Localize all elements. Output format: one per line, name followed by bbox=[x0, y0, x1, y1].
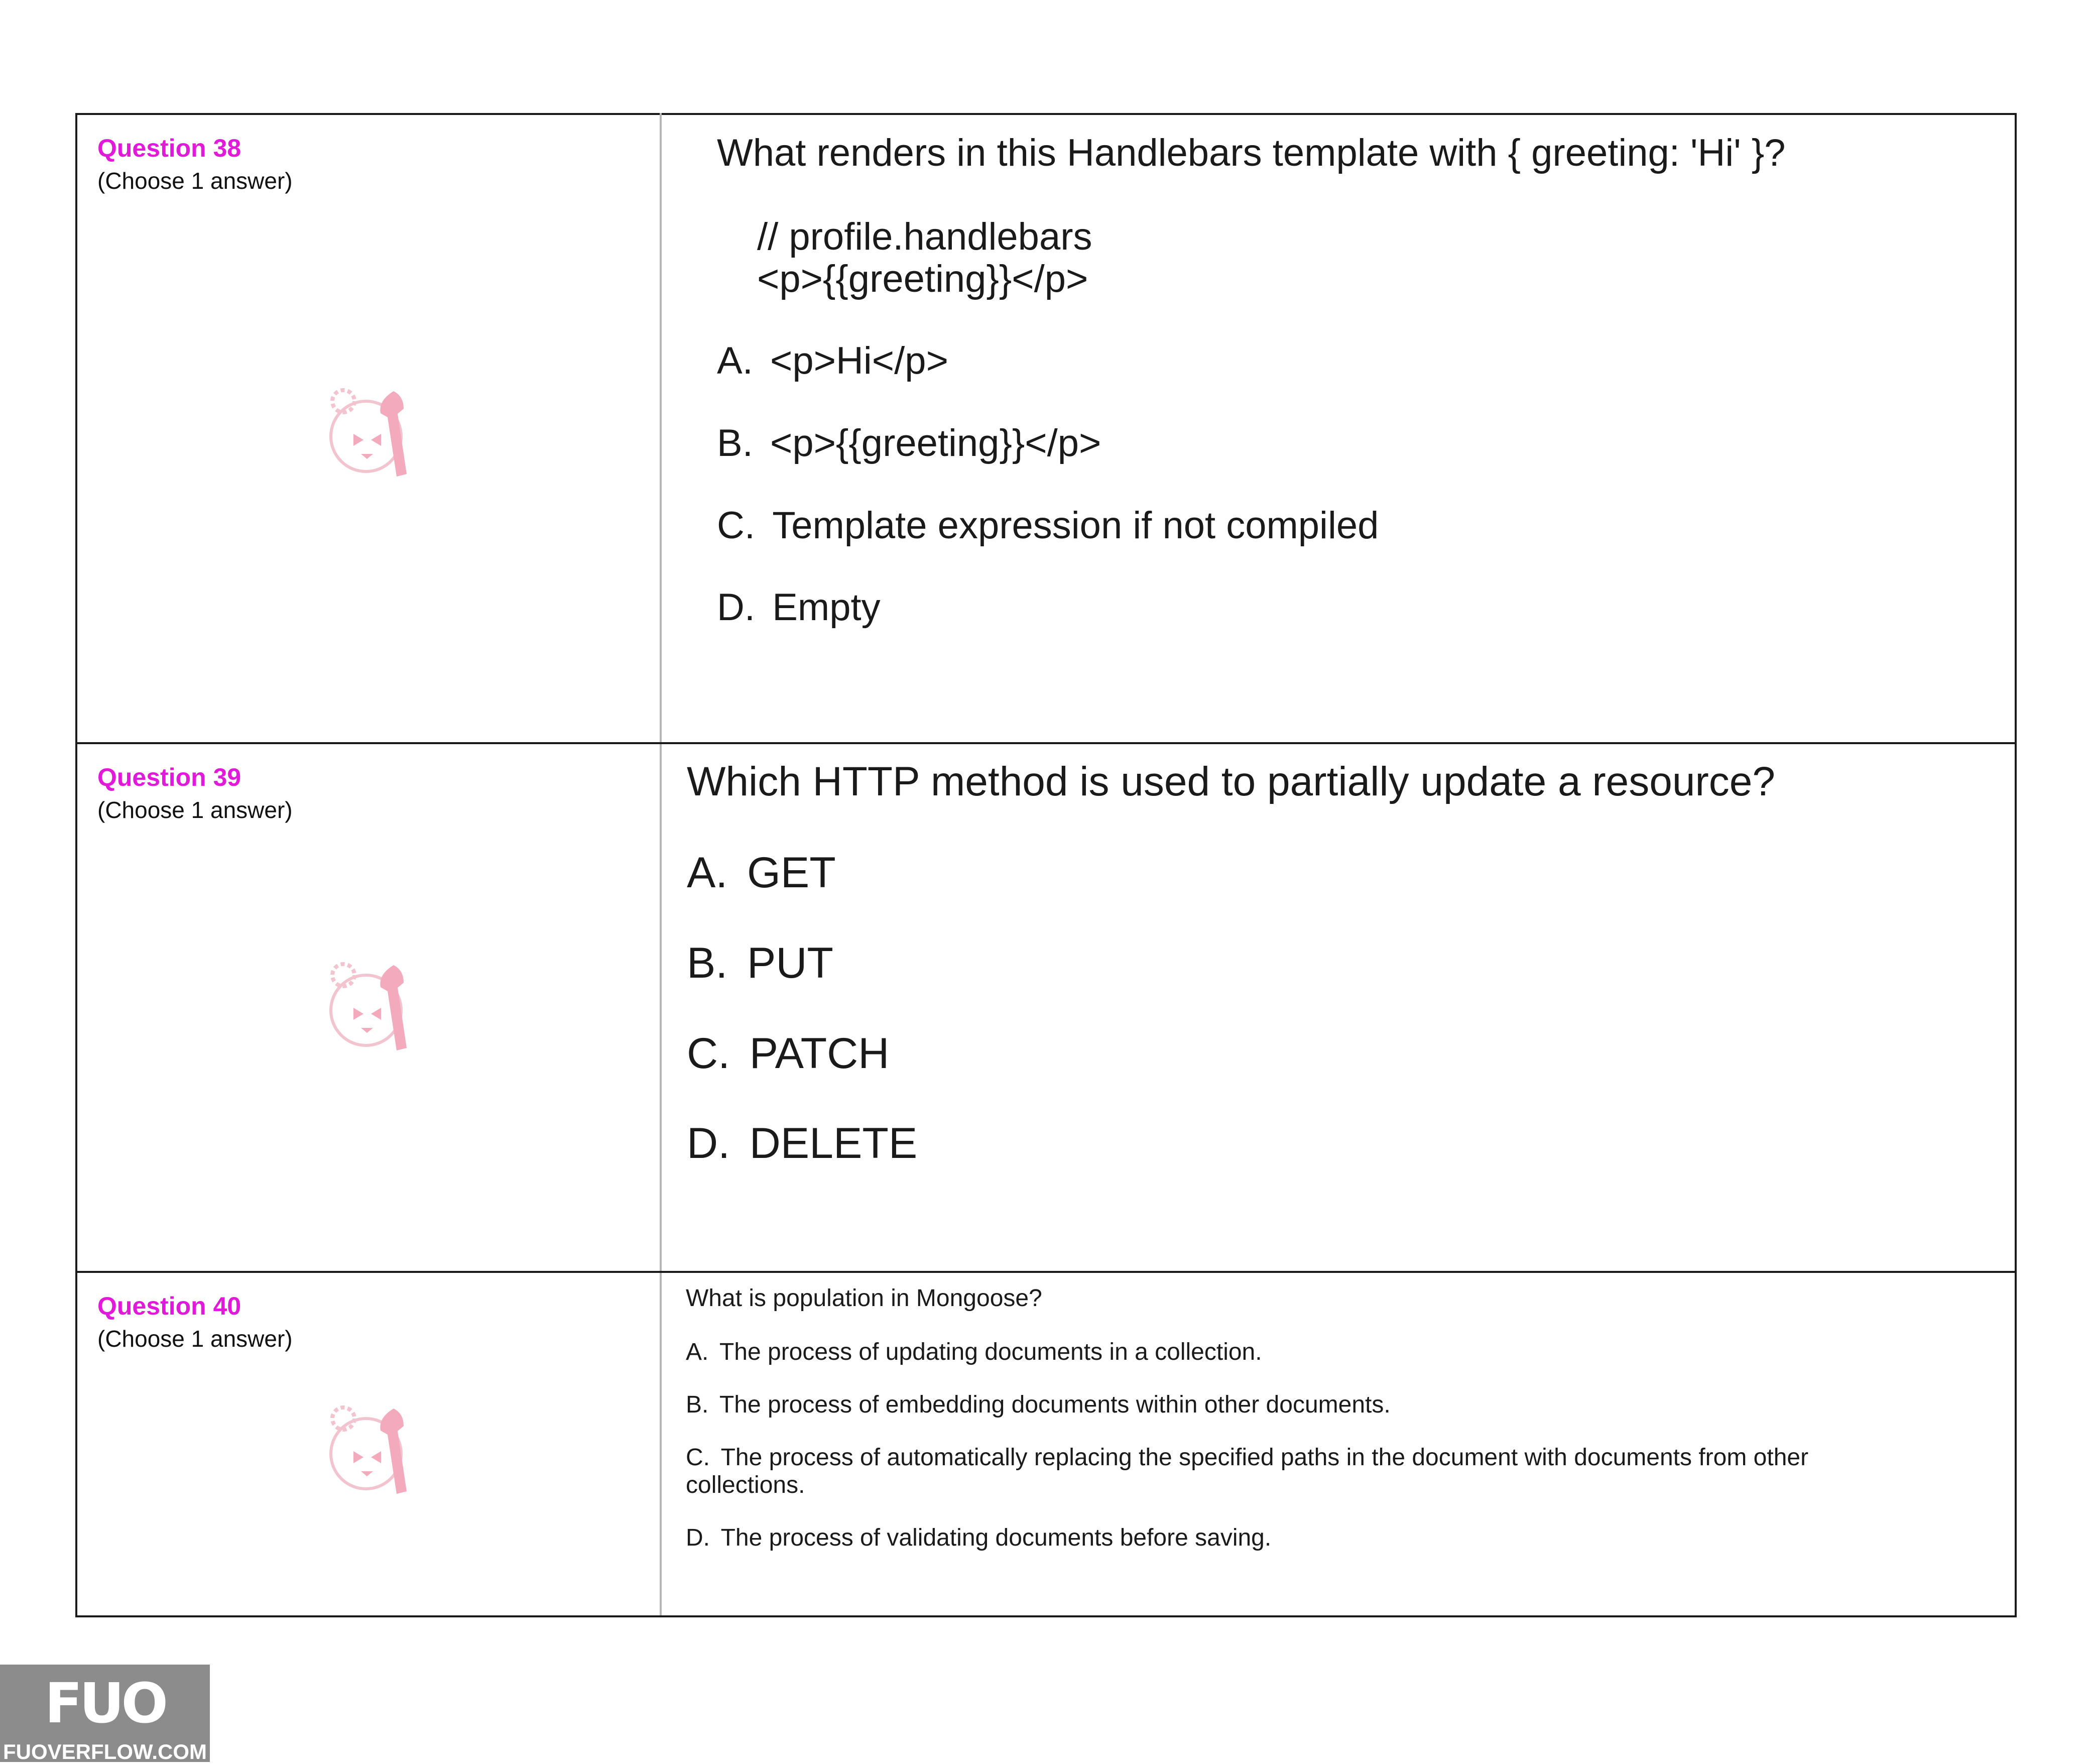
answer-option-d[interactable] bbox=[686, 1524, 1840, 1552]
answer-option-d[interactable] bbox=[687, 1120, 2015, 1167]
cat-wrench-watermark-icon bbox=[318, 955, 434, 1055]
answer-option-c[interactable] bbox=[687, 1030, 2015, 1078]
option-text: PATCH bbox=[749, 1029, 890, 1078]
question-row bbox=[76, 114, 2016, 743]
questions-table bbox=[75, 113, 2017, 1617]
option-text: The process of automatically replacing the specified paths in the document with documents from other collections. bbox=[686, 1444, 1815, 1499]
answer-option-a[interactable] bbox=[687, 849, 2015, 897]
fuoverflow-logo[interactable] bbox=[0, 1665, 210, 1762]
question-body-cell bbox=[661, 114, 2016, 743]
answer-option-a[interactable] bbox=[717, 340, 2015, 382]
option-text: Empty bbox=[772, 586, 881, 629]
code-line: // profile.handlebars bbox=[757, 215, 1092, 259]
option-text: GET bbox=[747, 849, 836, 897]
option-text: PUT bbox=[747, 938, 833, 987]
option-text: DELETE bbox=[749, 1119, 918, 1168]
code-line: <p>{{greeting}}</p> bbox=[757, 257, 1088, 300]
option-text: The process of updating documents in a collection. bbox=[719, 1338, 1262, 1365]
question-stem: What renders in this Handlebars template with { greeting: 'Hi' }? bbox=[717, 132, 1786, 174]
cat-wrench-watermark-icon bbox=[318, 1398, 434, 1499]
cat-wrench-watermark-icon bbox=[318, 381, 434, 482]
question-meta-cell bbox=[76, 1272, 661, 1616]
option-letter: A. bbox=[686, 1338, 709, 1365]
question-stem: What is population in Mongoose? bbox=[686, 1285, 1042, 1312]
logo-site-name: FUOVERFLOW.COM bbox=[3, 1740, 207, 1763]
answer-option-c[interactable] bbox=[686, 1444, 1840, 1499]
question-body-cell bbox=[661, 1272, 2016, 1616]
option-letter: C. bbox=[717, 504, 755, 547]
option-letter: A. bbox=[687, 849, 728, 897]
question-row bbox=[76, 743, 2016, 1272]
question-stem: Which HTTP method is used to partially update a resource? bbox=[687, 759, 1775, 804]
answer-option-c[interactable] bbox=[717, 505, 2015, 547]
option-letter: C. bbox=[686, 1444, 710, 1471]
option-text: The process of embedding documents within other documents. bbox=[719, 1391, 1391, 1418]
answer-option-d[interactable] bbox=[717, 586, 2015, 629]
option-text: <p>{{greeting}}</p> bbox=[770, 421, 1101, 464]
option-text: <p>Hi</p> bbox=[770, 339, 948, 383]
option-letter: A. bbox=[717, 339, 753, 383]
option-letter: D. bbox=[717, 586, 755, 629]
question-title: Question 39 bbox=[97, 763, 241, 791]
answer-option-b[interactable] bbox=[717, 422, 2015, 464]
question-body-cell bbox=[661, 743, 2016, 1272]
code-snippet bbox=[757, 216, 2015, 300]
answer-option-b[interactable] bbox=[686, 1391, 1840, 1419]
question-instruction: (Choose 1 answer) bbox=[97, 167, 293, 194]
option-text: The process of validating documents before saving. bbox=[720, 1524, 1272, 1552]
option-text: Template expression if not compiled bbox=[772, 504, 1379, 547]
question-row bbox=[76, 1272, 2016, 1616]
question-title: Question 38 bbox=[97, 134, 241, 162]
option-letter: C. bbox=[687, 1029, 730, 1078]
option-letter: B. bbox=[687, 938, 728, 987]
answer-option-b[interactable] bbox=[687, 939, 2015, 987]
option-letter: D. bbox=[686, 1524, 710, 1552]
question-instruction: (Choose 1 answer) bbox=[97, 1325, 293, 1352]
logo-mark: FUO bbox=[45, 1671, 165, 1735]
question-meta-cell bbox=[76, 743, 661, 1272]
option-letter: D. bbox=[687, 1119, 730, 1168]
answer-option-a[interactable] bbox=[686, 1338, 1840, 1366]
question-title: Question 40 bbox=[97, 1292, 241, 1320]
question-meta-cell bbox=[76, 114, 661, 743]
option-letter: B. bbox=[686, 1391, 709, 1418]
option-letter: B. bbox=[717, 421, 753, 464]
question-instruction: (Choose 1 answer) bbox=[97, 796, 293, 823]
